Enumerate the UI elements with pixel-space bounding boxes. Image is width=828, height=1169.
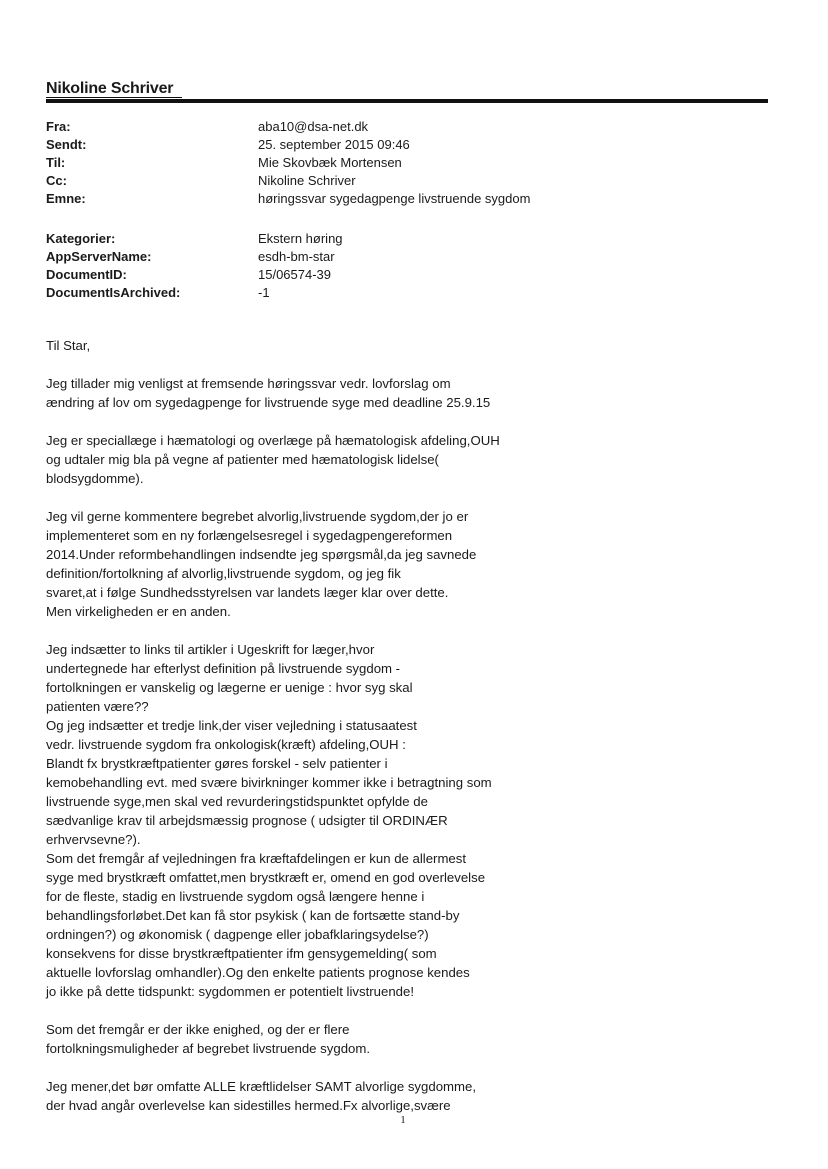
- body-paragraph: [46, 1020, 546, 1058]
- body-line: patienten være??: [46, 699, 149, 714]
- body-paragraph: [46, 640, 546, 1001]
- name-underline: [46, 97, 182, 98]
- body-paragraph: [46, 374, 546, 412]
- page-number: 1: [400, 1114, 406, 1126]
- body-line: Til Star,: [46, 338, 91, 353]
- meta-value: -1: [258, 285, 270, 300]
- body-line: vedr. livstruende sygdom fra onkologisk(kræft) afdeling,OUH :: [46, 737, 406, 752]
- body-line: Jeg vil gerne kommentere begrebet alvorlig,livstruende sygdom,der jo er: [46, 509, 469, 524]
- body-line: Jeg indsætter to links til artikler i Ugeskrift for læger,hvor: [46, 642, 375, 657]
- body-line: Jeg mener,det bør omfatte ALLE kræftlidelser SAMT alvorlige sygdomme,: [46, 1079, 476, 1094]
- header-label: Fra:: [46, 119, 71, 134]
- body-line: erhvervsevne?).: [46, 832, 141, 847]
- header-value: høringssvar sygedagpenge livstruende sygdom: [258, 191, 531, 206]
- header-label: Emne:: [46, 191, 86, 206]
- sender-name: Nikoline Schriver: [46, 80, 174, 97]
- body-line: jo ikke på dette tidspunkt: sygdommen er potentielt livstruende!: [46, 984, 414, 999]
- body-line: livstruende syge,men skal ved revurderingstidspunktet opfylde de: [46, 794, 428, 809]
- header-value: Nikoline Schriver: [258, 173, 356, 188]
- body-line: sædvanlige krav til arbejdsmæssig prognose ( udsigter til ORDINÆR: [46, 813, 448, 828]
- body-line: 2014.Under reformbehandlingen indsendte jeg spørgsmål,da jeg savnede: [46, 547, 477, 562]
- body-line: Som det fremgår er der ikke enighed, og der er flere: [46, 1022, 350, 1037]
- header-rule: [46, 99, 768, 103]
- body-line: Men virkeligheden er en anden.: [46, 604, 231, 619]
- body-paragraph: [46, 507, 546, 621]
- body-line: behandlingsforløbet.Det kan få stor psykisk ( kan de fortsætte stand-by: [46, 908, 460, 923]
- body-line: definition/fortolkning af alvorlig,livstruende sygdom, og jeg fik: [46, 566, 401, 581]
- body-paragraph: [46, 431, 546, 488]
- meta-label: Kategorier:: [46, 231, 116, 246]
- body-line: Jeg er speciallæge i hæmatologi og overlæge på hæmatologisk afdeling,OUH: [46, 433, 500, 448]
- body-line: aktuelle lovforslag omhandler).Og den enkelte patients prognose kendes: [46, 965, 470, 980]
- body-paragraph: [46, 1077, 546, 1115]
- header-value: aba10@dsa-net.dk: [258, 119, 369, 134]
- meta-value: esdh-bm-star: [258, 249, 335, 264]
- body-line: fortolkningen er vanskelig og lægerne er uenige : hvor syg skal: [46, 680, 413, 695]
- header-value: 25. september 2015 09:46: [258, 137, 410, 152]
- body-line: syge med brystkræft omfattet,men brystkræft er, omend en god overlevelse: [46, 870, 486, 885]
- body-line: fortolkningsmuligheder af begrebet livstruende sygdom.: [46, 1041, 371, 1056]
- body-line: ændring af lov om sygedagpenge for livstruende syge med deadline 25.9.15: [46, 395, 491, 410]
- body-line: der hvad angår overlevelse kan sidestilles hermed.Fx alvorlige,svære: [46, 1098, 451, 1113]
- body-line: konsekvens for disse brystkræftpatienter ifm gensygemelding( som: [46, 946, 437, 961]
- meta-label: DocumentIsArchived:: [46, 285, 181, 300]
- body-line: undertegnede har efterlyst definition på livstruende sygdom -: [46, 661, 401, 676]
- meta-label: AppServerName:: [46, 249, 152, 264]
- body-paragraph: [46, 336, 546, 355]
- body-line: implementeret som en ny forlængelsesregel i sygedagpengereformen: [46, 528, 453, 543]
- body-line: Blandt fx brystkræftpatienter gøres forskel - selv patienter i: [46, 756, 388, 771]
- header-label: Cc:: [46, 173, 67, 188]
- body-line: for de fleste, stadig en livstruende sygdom også længere henne i: [46, 889, 425, 904]
- header-value: Mie Skovbæk Mortensen: [258, 155, 402, 170]
- body-line: blodsygdomme).: [46, 471, 144, 486]
- meta-value: 15/06574-39: [258, 267, 332, 282]
- email-body: [46, 336, 546, 1134]
- body-line: og udtaler mig bla på vegne af patienter med hæmatologisk lidelse(: [46, 452, 439, 467]
- body-line: Og jeg indsætter et tredje link,der viser vejledning i statusaatest: [46, 718, 417, 733]
- body-line: ordningen?) og økonomisk ( dagpenge eller jobafklaringsydelse?): [46, 927, 429, 942]
- body-line: Jeg tillader mig venligst at fremsende høringssvar vedr. lovforslag om: [46, 376, 451, 391]
- header-label: Sendt:: [46, 137, 87, 152]
- meta-label: DocumentID:: [46, 267, 127, 282]
- header-label: Til:: [46, 155, 66, 170]
- body-line: Som det fremgår af vejledningen fra kræftafdelingen er kun de allermest: [46, 851, 467, 866]
- meta-value: Ekstern høring: [258, 231, 343, 246]
- body-line: kemobehandling evt. med svære bivirkninger kommer ikke i betragtning som: [46, 775, 492, 790]
- body-line: svaret,at i følge Sundhedsstyrelsen var landets læger klar over dette.: [46, 585, 449, 600]
